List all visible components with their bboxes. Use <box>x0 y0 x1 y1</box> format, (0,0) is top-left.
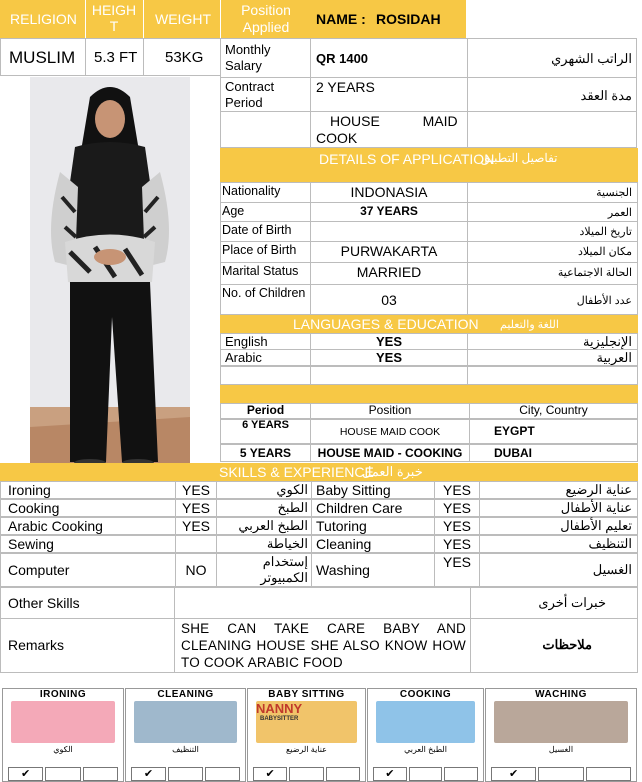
name-value: ROSIDAH <box>376 11 441 27</box>
skill-ar: الخياطة <box>266 536 308 551</box>
check-box: ✔ <box>373 767 407 781</box>
exp-header: City, Country <box>519 403 588 417</box>
contract-ar: مدة العقد <box>580 88 632 103</box>
details-ar: العمر <box>607 207 632 219</box>
nanny-banner-sub: BABYSITTER <box>260 716 299 722</box>
check-box: ✔ <box>131 767 166 781</box>
details-title-ar: تفاصيل التطبيق <box>480 151 558 165</box>
skill-label: Sewing <box>8 536 54 552</box>
skill-ar-right: عناية الأطفال <box>560 500 632 515</box>
other-skills-ar: خبرات أخرى <box>538 595 606 610</box>
skill-label-right: Cleaning <box>316 536 372 552</box>
card-checkbox-row <box>372 767 479 781</box>
details-cell <box>310 221 468 242</box>
skill-ar-right: التنظيف <box>588 536 632 551</box>
skill-label: Ironing <box>8 482 51 498</box>
details-value: PURWAKARTA <box>340 243 438 259</box>
exp-city: EYGPT <box>494 424 535 438</box>
check-box <box>205 767 240 781</box>
skill-label: Computer <box>8 562 70 578</box>
check-box: ✔ <box>8 767 43 781</box>
check-box <box>289 767 323 781</box>
exp-header: Period <box>246 403 285 417</box>
contract-label: Contract Period <box>225 79 275 110</box>
card-title: WACHING <box>535 689 587 700</box>
lang-label: English <box>225 334 268 349</box>
lang-value: YES <box>375 350 402 365</box>
skill-label-right: Children Care <box>316 500 403 516</box>
service-card-waching <box>485 688 637 782</box>
skill-label-right: Washing <box>316 562 370 578</box>
exp-position: HOUSE MAID COOK <box>339 426 441 438</box>
salary-value: QR 1400 <box>316 51 369 66</box>
skill-ar: الكوي <box>276 482 308 497</box>
check-box <box>538 767 583 781</box>
card-arabic-label: الغسيل <box>548 745 574 754</box>
contract-value: 2 YEARS <box>316 79 375 95</box>
exp-period: 5 YEARS <box>239 446 292 460</box>
card-title: COOKING <box>399 689 452 700</box>
salary-ar: الراتب الشهري <box>551 51 632 66</box>
details-label: Marital Status <box>222 264 299 278</box>
card-title: IRONING <box>39 689 87 700</box>
check-box <box>168 767 203 781</box>
service-card-ironing <box>2 688 124 782</box>
remarks-text: SHE CAN TAKE CARE BABY AND CLEANING HOUSE SHE ALSO KNOW HOW TO COOK ARABIC FOOD <box>181 621 466 670</box>
weight-value: 53KG <box>165 49 204 66</box>
skills-cell <box>175 535 217 553</box>
details-ar: عدد الأطفال <box>576 295 632 307</box>
check-box: ✔ <box>253 767 287 781</box>
check-box <box>586 767 631 781</box>
skill-value-right: YES <box>442 500 471 516</box>
name-label: NAME : <box>316 11 366 27</box>
skill-label: Cooking <box>8 500 60 516</box>
details-ar: الجنسية <box>596 187 632 199</box>
lang-label: Arabic <box>225 350 262 365</box>
card-checkbox-row <box>490 767 632 781</box>
skill-value-right: YES <box>442 554 471 570</box>
position-label: Position Applied <box>241 2 291 35</box>
service-card-baby-sitting <box>247 688 366 782</box>
details-label: Place of Birth <box>222 243 297 257</box>
card-illustration <box>494 701 628 743</box>
details-label: No. of Children <box>222 286 306 300</box>
details-label: Date of Birth <box>222 223 292 237</box>
skill-label: Arabic Cooking <box>8 518 103 534</box>
details-ar: مكان الميلاد <box>577 246 632 258</box>
lang-ar: العربية <box>596 350 632 365</box>
position-applied-line2: COOK <box>316 130 358 146</box>
remarks-label: Remarks <box>8 637 65 653</box>
skill-ar-right: تعليم الأطفال <box>560 518 632 533</box>
skill-label-right: Baby Sitting <box>316 482 391 498</box>
details-value: 03 <box>381 292 397 308</box>
languages-title: LANGUAGES & EDUCATION <box>293 316 479 332</box>
card-arabic-label: الطبخ العربي <box>404 745 447 754</box>
other-skills-label: Other Skills <box>8 595 80 611</box>
skill-ar: الطبخ <box>277 500 308 515</box>
religion-label: RELIGION <box>10 11 77 27</box>
skill-label-right: Tutoring <box>316 518 367 534</box>
exp-header: Position <box>368 403 412 417</box>
skill-value-right: YES <box>442 482 471 498</box>
religion-value: MUSLIM <box>9 48 76 67</box>
position-applied-line1: HOUSE MAID <box>330 113 458 129</box>
card-arabic-label: عناية الرضيع <box>286 745 327 754</box>
details-title: DETAILS OF APPLICATION <box>319 151 495 167</box>
skill-value: YES <box>181 518 210 534</box>
card-arabic-label: الكوي <box>53 745 73 754</box>
exp-city: DUBAI <box>494 446 532 460</box>
skill-value-right: YES <box>442 536 471 552</box>
lang-ar: الإنجليزية <box>582 334 632 349</box>
check-box <box>326 767 360 781</box>
salary-label: Monthly Salary <box>225 42 271 73</box>
card-checkbox-row <box>252 767 361 781</box>
height-value: 5.3 FT <box>94 49 138 66</box>
service-card-cooking <box>367 688 484 782</box>
skill-ar: إستخدام الكمبيوتر <box>260 554 308 585</box>
skill-ar-right: عناية الرضيع <box>565 482 632 497</box>
skill-ar: الطبخ العربي <box>238 518 308 533</box>
details-value: INDONASIA <box>350 184 428 200</box>
card-illustration <box>134 701 237 743</box>
exp-period: 6 YEARS <box>242 419 289 431</box>
weight-label: WEIGHT <box>155 11 211 27</box>
check-box: ✔ <box>491 767 536 781</box>
details-label: Age <box>222 204 245 218</box>
check-box <box>444 767 478 781</box>
card-arabic-label: التنظيف <box>172 745 199 754</box>
exp-position: HOUSE MAID - COOKING <box>317 446 463 460</box>
remarks-ar: ملاحظات <box>542 637 592 652</box>
check-box <box>45 767 80 781</box>
skills-title: SKILLS & EXPERIENCE <box>219 464 374 480</box>
details-value: MARRIED <box>356 264 422 280</box>
skill-ar-right: الغسيل <box>592 562 632 577</box>
skill-value-right: YES <box>442 518 471 534</box>
card-title: CLEANING <box>157 689 214 700</box>
service-card-cleaning <box>125 688 246 782</box>
details-ar: الحالة الاجتماعية <box>557 267 632 279</box>
card-title: BABY SITTING <box>268 689 345 700</box>
applicant-photo <box>30 77 190 467</box>
languages-title-ar: اللغة والتعليم <box>500 319 559 331</box>
details-label: Nationality <box>222 184 281 198</box>
check-box <box>83 767 118 781</box>
card-checkbox-row <box>7 767 119 781</box>
details-value: 37 YEARS <box>360 204 418 218</box>
card-checkbox-row <box>130 767 241 781</box>
check-box <box>409 767 443 781</box>
height-label: HEIGH T <box>91 2 137 34</box>
card-illustration <box>11 701 115 743</box>
skill-value: YES <box>181 500 210 516</box>
skill-value: YES <box>181 482 210 498</box>
lang-value: YES <box>375 334 402 349</box>
nanny-banner: NANNY <box>256 701 303 716</box>
card-illustration <box>376 701 475 743</box>
details-ar: تاريخ الميلاد <box>579 226 632 238</box>
skills-title-ar: خبرة العمل <box>362 464 423 479</box>
experience-gap <box>220 385 638 403</box>
skill-value: NO <box>185 562 207 578</box>
